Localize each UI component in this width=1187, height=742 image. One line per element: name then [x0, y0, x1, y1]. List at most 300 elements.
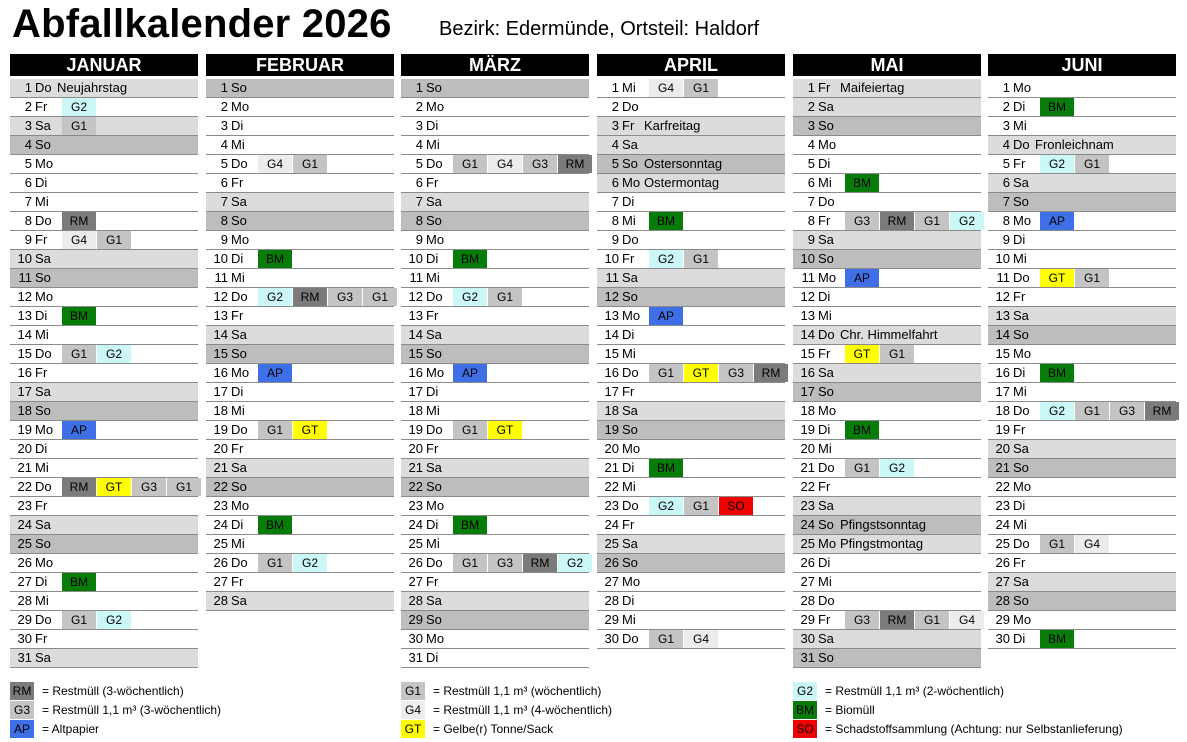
day-number: 2	[220, 99, 228, 114]
day-number: 24	[604, 517, 619, 532]
day-row	[10, 136, 198, 155]
month-column	[988, 54, 1176, 649]
day-row	[793, 231, 981, 250]
day-row	[988, 136, 1176, 155]
day-number: 18	[213, 403, 228, 418]
day-number: 5	[415, 156, 423, 171]
day-number: 9	[415, 232, 423, 247]
day-row	[793, 345, 981, 364]
weekday: Do	[622, 99, 639, 114]
pickup-chip-bm: BM	[62, 573, 96, 591]
weekday: Sa	[1013, 441, 1029, 456]
day-row	[988, 269, 1176, 288]
weekday: Do	[818, 460, 835, 475]
weekday: Do	[818, 593, 835, 608]
day-row	[401, 212, 589, 231]
weekday: Do	[35, 346, 52, 361]
day-row	[793, 478, 981, 497]
day-row	[793, 459, 981, 478]
legend-label: = Restmüll 1,1 m³ (2-wöchentlich)	[825, 684, 1005, 698]
day-row	[401, 250, 589, 269]
day-row	[793, 193, 981, 212]
day-number: 26	[213, 555, 228, 570]
weekday: So	[622, 422, 638, 437]
pickup-chip-rm: RM	[754, 364, 788, 382]
day-number: 17	[604, 384, 619, 399]
weekday: So	[231, 80, 247, 95]
pickup-chip-gt: GT	[97, 478, 131, 496]
day-number: 20	[995, 441, 1010, 456]
day-row	[10, 193, 198, 212]
day-number: 27	[213, 574, 228, 589]
weekday: Di	[231, 118, 244, 133]
day-row	[793, 554, 981, 573]
day-row	[206, 98, 394, 117]
day-number: 17	[408, 384, 423, 399]
weekday: Mo	[231, 99, 250, 114]
day-number: 4	[611, 137, 619, 152]
weekday: Do	[426, 156, 443, 171]
day-number: 7	[415, 194, 423, 209]
day-row	[206, 402, 394, 421]
weekday: Fr	[1013, 289, 1026, 304]
day-row	[988, 155, 1176, 174]
pickup-chip-g1: G1	[880, 345, 914, 363]
day-number: 26	[800, 555, 815, 570]
weekday: Di	[1013, 498, 1026, 513]
weekday: Sa	[426, 593, 442, 608]
weekday: Mo	[818, 536, 837, 551]
weekday: Mi	[35, 460, 49, 475]
day-row	[10, 497, 198, 516]
pickup-chip-g4: G4	[649, 79, 683, 97]
pickup-chip-g3: G3	[132, 478, 166, 496]
day-row	[597, 516, 785, 535]
pickup-chip-g3: G3	[845, 212, 879, 230]
holiday-name: Chr. Himmelfahrt	[840, 327, 938, 342]
day-row	[10, 535, 198, 554]
day-number: 3	[1002, 118, 1010, 133]
day-number: 8	[1002, 213, 1010, 228]
pickup-chip-g1: G1	[684, 497, 718, 515]
weekday: Do	[1013, 403, 1030, 418]
day-row	[401, 364, 589, 383]
pickup-chip-bm: BM	[62, 307, 96, 325]
weekday: Do	[426, 289, 443, 304]
day-row	[988, 535, 1176, 554]
pickup-chip-rm: RM	[62, 212, 96, 230]
weekday: Do	[231, 422, 248, 437]
pickup-chip-g1: G1	[62, 345, 96, 363]
day-row	[401, 497, 589, 516]
weekday: Di	[231, 517, 244, 532]
pickup-chip-g1: G1	[845, 459, 879, 477]
pickup-chip-bm: BM	[649, 459, 683, 477]
day-number: 23	[800, 498, 815, 513]
day-row	[597, 269, 785, 288]
day-number: 30	[17, 631, 32, 646]
day-number: 26	[604, 555, 619, 570]
day-number: 7	[1002, 194, 1010, 209]
day-number: 27	[408, 574, 423, 589]
day-row	[10, 174, 198, 193]
weekday: Di	[1013, 232, 1026, 247]
weekday: Do	[35, 479, 52, 494]
day-row	[10, 250, 198, 269]
day-number: 30	[800, 631, 815, 646]
day-row	[10, 554, 198, 573]
day-row	[10, 611, 198, 630]
day-number: 20	[213, 441, 228, 456]
weekday: So	[1013, 194, 1029, 209]
day-number: 19	[800, 422, 815, 437]
pickup-chip-g3: G3	[1110, 402, 1144, 420]
weekday: Mi	[622, 612, 636, 627]
day-number: 29	[604, 612, 619, 627]
pickup-chip-g4: G4	[488, 155, 522, 173]
day-row	[206, 440, 394, 459]
day-number: 26	[408, 555, 423, 570]
day-row	[597, 98, 785, 117]
day-number: 16	[17, 365, 32, 380]
pickup-chip-g3: G3	[845, 611, 879, 629]
day-row	[597, 288, 785, 307]
day-row	[401, 231, 589, 250]
pickup-chip-g2: G2	[453, 288, 487, 306]
weekday: Fr	[818, 213, 831, 228]
day-row	[597, 573, 785, 592]
day-number: 14	[995, 327, 1010, 342]
day-row	[10, 79, 198, 98]
day-row	[793, 611, 981, 630]
pickup-chip-gt: GT	[293, 421, 327, 439]
day-row	[988, 193, 1176, 212]
day-number: 14	[800, 327, 815, 342]
weekday: Do	[818, 327, 835, 342]
day-number: 27	[995, 574, 1010, 589]
pickup-chip-gt: GT	[488, 421, 522, 439]
pickup-chip-bm: BM	[258, 516, 292, 534]
day-number: 16	[604, 365, 619, 380]
month-header: JANUAR	[10, 54, 198, 76]
pickup-chip-bm: BM	[649, 212, 683, 230]
day-row	[206, 307, 394, 326]
day-number: 8	[611, 213, 619, 228]
day-row	[401, 193, 589, 212]
pickup-chip-ap: AP	[649, 307, 683, 325]
weekday: Mo	[818, 137, 837, 152]
legend-label: = Biomüll	[825, 703, 875, 717]
pickup-chip-g4: G4	[950, 611, 984, 629]
page-title: Abfallkalender 2026	[12, 2, 392, 46]
day-row	[401, 98, 589, 117]
weekday: Fr	[818, 479, 831, 494]
day-number: 23	[995, 498, 1010, 513]
day-row	[206, 79, 394, 98]
pickup-chip-g2: G2	[880, 459, 914, 477]
day-row	[401, 117, 589, 136]
weekday: Sa	[818, 365, 834, 380]
day-row	[988, 459, 1176, 478]
pickup-chip-g1: G1	[649, 364, 683, 382]
day-number: 28	[17, 593, 32, 608]
day-number: 21	[213, 460, 228, 475]
day-number: 11	[605, 270, 619, 285]
day-row	[206, 478, 394, 497]
pickup-chip-g1: G1	[258, 554, 292, 572]
pickup-chip-g1: G1	[684, 79, 718, 97]
day-number: 1	[220, 80, 228, 95]
day-number: 15	[604, 346, 619, 361]
day-number: 3	[24, 118, 32, 133]
weekday: Mo	[426, 99, 445, 114]
legend-swatch-g1: G1	[401, 682, 425, 700]
pickup-chip-bm: BM	[845, 421, 879, 439]
day-number: 10	[408, 251, 423, 266]
day-number: 29	[995, 612, 1010, 627]
day-row	[597, 136, 785, 155]
day-number: 13	[408, 308, 423, 323]
day-row	[206, 497, 394, 516]
weekday: Mo	[426, 232, 445, 247]
legend-label: = Schadstoffsammlung (Achtung: nur Selbstanlieferung)	[825, 722, 1123, 736]
legend-swatch-ap: AP	[10, 720, 34, 738]
day-number: 27	[17, 574, 32, 589]
weekday: Fr	[231, 308, 244, 323]
weekday: Mo	[231, 232, 250, 247]
day-number: 20	[800, 441, 815, 456]
day-number: 18	[17, 403, 32, 418]
pickup-chip-g2: G2	[293, 554, 327, 572]
pickup-chip-g1: G1	[293, 155, 327, 173]
weekday: Mo	[818, 403, 837, 418]
day-row	[206, 326, 394, 345]
day-number: 20	[604, 441, 619, 456]
day-number: 23	[213, 498, 228, 513]
day-number: 29	[800, 612, 815, 627]
day-number: 21	[17, 460, 32, 475]
day-row	[793, 497, 981, 516]
day-row	[10, 117, 198, 136]
weekday: Fr	[426, 574, 439, 589]
day-row	[401, 269, 589, 288]
weekday: Mo	[231, 498, 250, 513]
pickup-chip-g2: G2	[258, 288, 292, 306]
weekday: Sa	[231, 460, 247, 475]
day-number: 22	[17, 479, 32, 494]
day-row	[793, 155, 981, 174]
day-row	[10, 630, 198, 649]
day-number: 5	[611, 156, 619, 171]
pickup-chip-g4: G4	[684, 630, 718, 648]
day-number: 2	[24, 99, 32, 114]
holiday-name: Fronleichnam	[1035, 137, 1114, 152]
day-number: 19	[604, 422, 619, 437]
day-row	[988, 554, 1176, 573]
day-row	[597, 117, 785, 136]
day-number: 19	[995, 422, 1010, 437]
holiday-name: Pfingstmontag	[840, 536, 924, 551]
day-row	[597, 611, 785, 630]
day-number: 12	[995, 289, 1010, 304]
day-row	[793, 307, 981, 326]
weekday: Di	[622, 194, 635, 209]
weekday: Do	[1013, 270, 1030, 285]
weekday: Sa	[818, 99, 834, 114]
day-number: 22	[995, 479, 1010, 494]
weekday: Mi	[818, 574, 832, 589]
day-number: 7	[24, 194, 32, 209]
day-row	[206, 212, 394, 231]
day-number: 9	[807, 232, 815, 247]
weekday: Mo	[622, 441, 641, 456]
weekday: So	[818, 118, 834, 133]
pickup-chip-bm: BM	[1040, 364, 1074, 382]
day-row	[793, 212, 981, 231]
weekday: So	[818, 384, 834, 399]
weekday: Fr	[1013, 156, 1026, 171]
weekday: So	[818, 251, 834, 266]
weekday: Mo	[35, 422, 54, 437]
day-row	[793, 117, 981, 136]
day-row	[401, 345, 589, 364]
weekday: Di	[818, 555, 831, 570]
weekday: So	[231, 346, 247, 361]
weekday: So	[622, 156, 638, 171]
weekday: Do	[622, 232, 639, 247]
day-row	[597, 440, 785, 459]
weekday: Fr	[426, 175, 439, 190]
weekday: Di	[426, 384, 439, 399]
day-number: 8	[807, 213, 815, 228]
day-row	[597, 193, 785, 212]
day-row	[988, 573, 1176, 592]
day-number: 13	[17, 308, 32, 323]
weekday: Do	[231, 555, 248, 570]
weekday: Mi	[622, 80, 636, 95]
weekday: Do	[35, 612, 52, 627]
legend-label: = Altpapier	[42, 722, 100, 736]
pickup-chip-bm: BM	[453, 250, 487, 268]
day-row	[793, 421, 981, 440]
day-row	[793, 592, 981, 611]
weekday: Mo	[1013, 612, 1032, 627]
day-number: 1	[415, 80, 423, 95]
day-row	[988, 421, 1176, 440]
pickup-chip-g2: G2	[950, 212, 984, 230]
weekday: Mi	[35, 593, 49, 608]
day-number: 6	[611, 175, 619, 190]
weekday: Sa	[231, 593, 247, 608]
day-row	[401, 630, 589, 649]
day-row	[10, 421, 198, 440]
weekday: Do	[426, 422, 443, 437]
day-number: 19	[17, 422, 32, 437]
day-row	[597, 326, 785, 345]
legend-swatch-g3: G3	[10, 701, 34, 719]
weekday: So	[35, 270, 51, 285]
day-number: 3	[220, 118, 228, 133]
weekday: Mi	[818, 441, 832, 456]
weekday: Di	[818, 422, 831, 437]
weekday: Do	[622, 498, 639, 513]
day-number: 9	[220, 232, 228, 247]
weekday: Sa	[818, 498, 834, 513]
weekday: Mo	[1013, 479, 1032, 494]
pickup-chip-rm: RM	[880, 611, 914, 629]
day-row	[988, 383, 1176, 402]
weekday: So	[426, 213, 442, 228]
day-row	[793, 649, 981, 668]
day-number: 21	[800, 460, 815, 475]
day-number: 14	[408, 327, 423, 342]
weekday: Do	[426, 555, 443, 570]
weekday: So	[35, 536, 51, 551]
weekday: Di	[818, 156, 831, 171]
weekday: So	[1013, 593, 1029, 608]
day-row	[401, 554, 589, 573]
day-number: 27	[800, 574, 815, 589]
pickup-chip-ap: AP	[1040, 212, 1074, 230]
day-number: 8	[220, 213, 228, 228]
day-row	[793, 326, 981, 345]
weekday: Mi	[35, 327, 49, 342]
weekday: Fr	[622, 384, 635, 399]
weekday: Mo	[622, 308, 641, 323]
day-number: 4	[24, 137, 32, 152]
day-row	[597, 535, 785, 554]
day-row	[401, 649, 589, 668]
day-number: 10	[604, 251, 619, 266]
weekday: Mi	[622, 479, 636, 494]
pickup-chip-g1: G1	[649, 630, 683, 648]
day-number: 22	[213, 479, 228, 494]
weekday: Mo	[426, 498, 445, 513]
day-number: 7	[807, 194, 815, 209]
weekday: Di	[1013, 99, 1026, 114]
pickup-chip-rm: RM	[1145, 402, 1179, 420]
day-row	[597, 174, 785, 193]
day-number: 5	[220, 156, 228, 171]
day-row	[988, 231, 1176, 250]
day-number: 26	[17, 555, 32, 570]
day-number: 23	[17, 498, 32, 513]
weekday: Di	[622, 460, 635, 475]
weekday: So	[622, 289, 638, 304]
day-row	[10, 269, 198, 288]
day-number: 25	[213, 536, 228, 551]
pickup-chip-g2: G2	[649, 497, 683, 515]
weekday: Fr	[818, 80, 831, 95]
day-number: 16	[995, 365, 1010, 380]
pickup-chip-g1: G1	[62, 611, 96, 629]
day-number: 28	[213, 593, 228, 608]
legend-label: = Gelbe(r) Tonne/Sack	[433, 722, 554, 736]
day-row	[988, 79, 1176, 98]
pickup-chip-g4: G4	[1075, 535, 1109, 553]
pickup-chip-g2: G2	[1040, 155, 1074, 173]
weekday: So	[1013, 460, 1029, 475]
weekday: So	[35, 137, 51, 152]
day-number: 13	[800, 308, 815, 323]
holiday-name: Ostersonntag	[644, 156, 723, 171]
weekday: Mi	[231, 403, 245, 418]
weekday: Mi	[1013, 251, 1027, 266]
pickup-chip-g1: G1	[915, 212, 949, 230]
day-row	[10, 288, 198, 307]
weekday: Fr	[231, 175, 244, 190]
weekday: So	[1013, 327, 1029, 342]
